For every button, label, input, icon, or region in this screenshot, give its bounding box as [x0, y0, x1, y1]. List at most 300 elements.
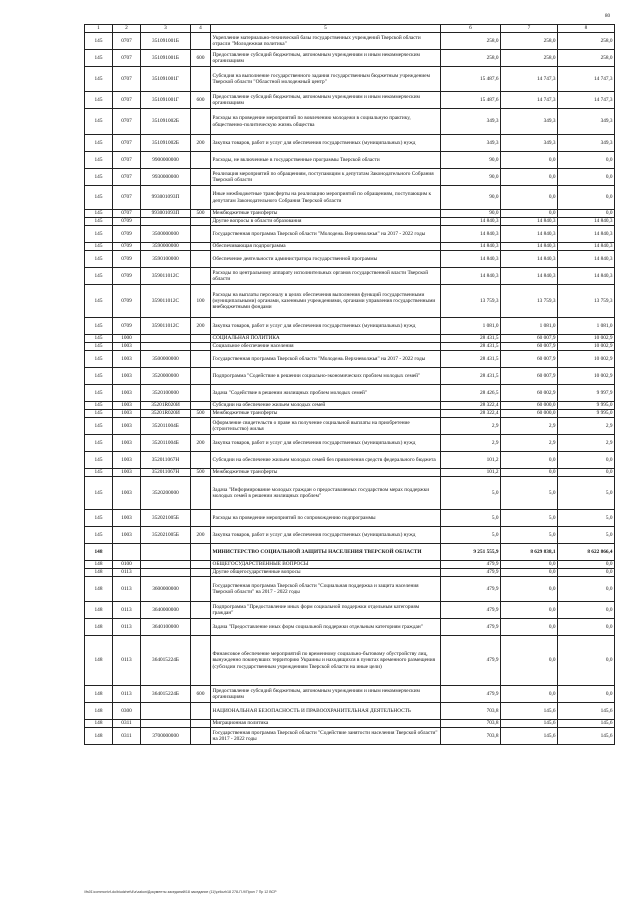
amount-year-1-cell: 258,0 [441, 50, 501, 67]
amount-year-3-cell: 0,0 [558, 619, 615, 636]
item-name-cell: Государственная программа Тверской области "Социальная поддержка и защита населения Тверской области" на 2017 - 2022 годы [211, 577, 441, 602]
amount-year-3-cell: 0,0 [558, 602, 615, 619]
amount-year-3-cell: 9 997,9 [558, 385, 615, 402]
amount-year-3-cell: 14 840,3 [558, 218, 615, 226]
header-cell: 5 [211, 25, 441, 33]
grbs-code-cell: 148 [85, 686, 113, 703]
grbs-code-cell: 145 [85, 477, 113, 510]
amount-year-3-cell: 258,0 [558, 33, 615, 50]
expense-type-code-cell: 200 [191, 527, 211, 544]
target-article-code-cell: 35201R020И [141, 410, 191, 418]
expense-type-code-cell: 600 [191, 686, 211, 703]
table-row [85, 92, 615, 109]
item-name-cell: Межбюджетные трансферты [211, 210, 441, 218]
section-code-cell: 0709 [113, 268, 141, 285]
target-article-code-cell: 352011067Н [141, 469, 191, 477]
section-code-cell: 0113 [113, 577, 141, 602]
amount-year-1-cell: 479,9 [441, 569, 501, 577]
item-name-cell: Предоставление субсидий бюджетным, автономным учреждениям и иным некоммерческим организациям [211, 92, 441, 109]
grbs-code-cell: 148 [85, 602, 113, 619]
amount-year-1-cell: 5,0 [441, 527, 501, 544]
target-article-code-cell: 3520200000 [141, 477, 191, 510]
header-cell: 7 [501, 25, 558, 33]
amount-year-3-cell: 145,6 [558, 703, 615, 720]
grbs-code-cell: 145 [85, 243, 113, 251]
item-name-cell: Обеспечение деятельности администратора государственной программы [211, 251, 441, 268]
table-row [85, 351, 615, 368]
item-name-cell: Расходы на проведение мероприятий по сопровождению подпрограммы [211, 510, 441, 527]
amount-year-1-cell: 479,9 [441, 577, 501, 602]
grbs-code-cell: 145 [85, 186, 113, 210]
section-code-cell: 0113 [113, 686, 141, 703]
section-code-cell [113, 544, 141, 561]
amount-year-1-cell: 14 840,3 [441, 268, 501, 285]
amount-year-1-cell: 14 840,3 [441, 218, 501, 226]
table-row [85, 67, 615, 92]
amount-year-2-cell: 60 000,0 [501, 402, 558, 410]
amount-year-3-cell: 0,0 [558, 469, 615, 477]
amount-year-2-cell: 60 002,9 [501, 385, 558, 402]
amount-year-2-cell: 0,0 [501, 569, 558, 577]
grbs-code-cell: 145 [85, 210, 113, 218]
section-code-cell: 1003 [113, 368, 141, 385]
amount-year-2-cell: 0,0 [501, 186, 558, 210]
target-article-code-cell [141, 335, 191, 343]
section-code-cell: 0300 [113, 703, 141, 720]
section-code-cell: 0113 [113, 636, 141, 686]
section-code-cell: 1003 [113, 452, 141, 469]
amount-year-1-cell: 1 081,0 [441, 318, 501, 335]
amount-year-1-cell: 479,9 [441, 602, 501, 619]
item-name-cell: Межбюджетные трансферты [211, 469, 441, 477]
amount-year-1-cell: 90,0 [441, 169, 501, 186]
amount-year-2-cell: 0,0 [501, 636, 558, 686]
amount-year-1-cell: 703,8 [441, 728, 501, 745]
amount-year-1-cell: 479,9 [441, 561, 501, 569]
expense-type-code-cell [191, 510, 211, 527]
expense-type-code-cell [191, 343, 211, 351]
amount-year-1-cell: 479,9 [441, 619, 501, 636]
expense-type-code-cell [191, 226, 211, 243]
section-code-cell: 1000 [113, 335, 141, 343]
section-code-cell: 0707 [113, 169, 141, 186]
target-article-code-cell: 3590000000 [141, 243, 191, 251]
header-cell: 3 [141, 25, 191, 33]
table-row [85, 335, 615, 343]
section-code-cell: 0709 [113, 285, 141, 318]
section-code-cell: 1003 [113, 385, 141, 402]
amount-year-3-cell: 10 002,9 [558, 343, 615, 351]
table-row [85, 544, 615, 561]
expense-type-code-cell [191, 152, 211, 169]
expense-type-code-cell: 500 [191, 210, 211, 218]
target-article-code-cell [141, 703, 191, 720]
amount-year-2-cell: 8 629 838,1 [501, 544, 558, 561]
amount-year-3-cell: 14 840,3 [558, 243, 615, 251]
item-name-cell: Другие вопросы в области образования [211, 218, 441, 226]
section-code-cell: 0311 [113, 720, 141, 728]
item-name-cell: Государственная программа Тверской области "Молодежь Верхневолжья" на 2017 - 2022 годы [211, 226, 441, 243]
table-row [85, 452, 615, 469]
table-row [85, 418, 615, 435]
expense-type-code-cell: 500 [191, 469, 211, 477]
target-article-code-cell: 351091001Б [141, 50, 191, 67]
target-article-code-cell: 3640100000 [141, 619, 191, 636]
expense-type-code-cell [191, 368, 211, 385]
section-code-cell: 0311 [113, 728, 141, 745]
header-cell: 4 [191, 25, 211, 33]
amount-year-1-cell: 101,2 [441, 452, 501, 469]
amount-year-2-cell: 5,0 [501, 477, 558, 510]
amount-year-2-cell: 0,0 [501, 469, 558, 477]
grbs-code-cell: 145 [85, 318, 113, 335]
expense-type-code-cell [191, 251, 211, 268]
amount-year-2-cell: 14 747,3 [501, 67, 558, 92]
grbs-code-cell: 148 [85, 561, 113, 569]
amount-year-2-cell: 5,0 [501, 510, 558, 527]
table-row [85, 135, 615, 152]
expense-type-code-cell [191, 703, 211, 720]
expense-type-code-cell [191, 109, 211, 135]
amount-year-2-cell: 14 840,3 [501, 268, 558, 285]
target-article-code-cell: 351091001Г [141, 92, 191, 109]
table-row [85, 728, 615, 745]
amount-year-3-cell: 0,0 [558, 186, 615, 210]
amount-year-3-cell: 0,0 [558, 210, 615, 218]
section-code-cell: 1003 [113, 469, 141, 477]
grbs-code-cell: 145 [85, 343, 113, 351]
item-name-cell: Предоставление субсидий бюджетным, автономным учреждениям и иным некоммерческим организациям [211, 50, 441, 67]
section-code-cell: 0707 [113, 67, 141, 92]
target-article-code-cell: 352011067Н [141, 452, 191, 469]
target-article-code-cell: 351091001Б [141, 33, 191, 50]
section-code-cell: 0707 [113, 135, 141, 152]
amount-year-1-cell: 14 840,3 [441, 243, 501, 251]
item-name-cell: Субсидии на обеспечение жильем молодых семей без привлечения средств федерального бюджета [211, 452, 441, 469]
expense-type-code-cell: 600 [191, 92, 211, 109]
column-number-row [85, 25, 615, 33]
grbs-code-cell: 145 [85, 33, 113, 50]
amount-year-3-cell: 14 840,3 [558, 226, 615, 243]
target-article-code-cell [141, 561, 191, 569]
amount-year-3-cell: 5,0 [558, 527, 615, 544]
table-row [85, 619, 615, 636]
grbs-code-cell: 145 [85, 251, 113, 268]
amount-year-2-cell: 145,6 [501, 720, 558, 728]
table-row [85, 686, 615, 703]
target-article-code-cell: 359011012С [141, 268, 191, 285]
amount-year-1-cell: 28 431,5 [441, 343, 501, 351]
expense-type-code-cell [191, 544, 211, 561]
table-row [85, 477, 615, 510]
header-cell: 6 [441, 25, 501, 33]
section-code-cell: 1003 [113, 510, 141, 527]
grbs-code-cell: 145 [85, 50, 113, 67]
file-path-footer: \\fs01\common\rf-do\biudzhet\4\z\zakon\Документы заседаний\18 заседание (11)\prilozh18 278-П-9\Прил 7 Пр 12 ВСР [84, 890, 277, 894]
amount-year-1-cell: 2,9 [441, 418, 501, 435]
expense-type-code-cell [191, 402, 211, 410]
expense-type-code-cell: 500 [191, 410, 211, 418]
grbs-code-cell: 148 [85, 636, 113, 686]
grbs-code-cell: 145 [85, 510, 113, 527]
grbs-code-cell: 145 [85, 435, 113, 452]
table-row [85, 251, 615, 268]
expense-type-code-cell [191, 569, 211, 577]
amount-year-3-cell: 14 840,3 [558, 251, 615, 268]
amount-year-3-cell: 8 622 866,4 [558, 544, 615, 561]
expense-type-code-cell: 200 [191, 135, 211, 152]
amount-year-3-cell: 10 002,9 [558, 351, 615, 368]
section-code-cell: 1003 [113, 435, 141, 452]
amount-year-2-cell: 1 081,0 [501, 318, 558, 335]
section-code-cell: 0709 [113, 251, 141, 268]
grbs-code-cell: 145 [85, 135, 113, 152]
target-article-code-cell: 9930000000 [141, 169, 191, 186]
amount-year-2-cell: 60 007,9 [501, 351, 558, 368]
expense-type-code-cell: 200 [191, 435, 211, 452]
expense-type-code-cell: 100 [191, 285, 211, 318]
amount-year-2-cell: 0,0 [501, 152, 558, 169]
table-row [85, 285, 615, 318]
target-article-code-cell: 9900000000 [141, 152, 191, 169]
amount-year-1-cell: 28 431,5 [441, 351, 501, 368]
grbs-code-cell: 145 [85, 67, 113, 92]
grbs-code-cell: 145 [85, 152, 113, 169]
target-article-code-cell: 993001093П [141, 186, 191, 210]
item-name-cell: ОБЩЕГОСУДАРСТВЕННЫЕ ВОПРОСЫ [211, 561, 441, 569]
section-code-cell: 0707 [113, 210, 141, 218]
table-row [85, 410, 615, 418]
item-name-cell: Закупка товаров, работ и услуг для обеспечения государственных (муниципальных) нужд [211, 527, 441, 544]
amount-year-3-cell: 2,9 [558, 418, 615, 435]
expense-type-code-cell [191, 477, 211, 510]
amount-year-1-cell: 14 840,3 [441, 251, 501, 268]
amount-year-1-cell: 479,9 [441, 636, 501, 686]
grbs-code-cell: 145 [85, 335, 113, 343]
expense-type-code-cell [191, 561, 211, 569]
section-code-cell: 0707 [113, 186, 141, 210]
grbs-code-cell: 145 [85, 351, 113, 368]
amount-year-2-cell: 2,9 [501, 418, 558, 435]
section-code-cell: 1003 [113, 477, 141, 510]
item-name-cell: Финансовое обеспечение мероприятий по временному социально-бытовому обустройству лиц, вынужденно покинувших территорию Украины и находящихся в пунктах временного размещения (субсидии государственным учреждениям Тверской области на иные цели) [211, 636, 441, 686]
table-row [85, 186, 615, 210]
amount-year-2-cell: 145,6 [501, 703, 558, 720]
amount-year-1-cell: 703,8 [441, 703, 501, 720]
expense-type-code-cell [191, 385, 211, 402]
header-cell: 1 [85, 25, 113, 33]
target-article-code-cell: 364015224Б [141, 686, 191, 703]
table-row [85, 33, 615, 50]
grbs-code-cell: 145 [85, 527, 113, 544]
amount-year-2-cell: 0,0 [501, 169, 558, 186]
amount-year-2-cell: 14 840,3 [501, 226, 558, 243]
expense-type-code-cell [191, 720, 211, 728]
grbs-code-cell: 148 [85, 577, 113, 602]
section-code-cell: 0113 [113, 569, 141, 577]
target-article-code-cell: 364015224Б [141, 636, 191, 686]
amount-year-2-cell: 13 759,3 [501, 285, 558, 318]
section-code-cell: 1003 [113, 343, 141, 351]
item-name-cell: Задача "Содействие в решении жилищных проблем молодых семей" [211, 385, 441, 402]
amount-year-3-cell: 145,6 [558, 720, 615, 728]
target-article-code-cell: 352021005Б [141, 510, 191, 527]
section-code-cell: 1003 [113, 402, 141, 410]
expense-type-code-cell [191, 728, 211, 745]
amount-year-3-cell: 5,0 [558, 510, 615, 527]
header-cell: 2 [113, 25, 141, 33]
grbs-code-cell: 145 [85, 385, 113, 402]
item-name-cell: Задача "Информирование молодых граждан о предоставляемых государством мерах поддержки молодых семей в решении жилищных проблем" [211, 477, 441, 510]
grbs-code-cell: 148 [85, 703, 113, 720]
amount-year-2-cell: 0,0 [501, 210, 558, 218]
table-row [85, 368, 615, 385]
amount-year-1-cell: 28 322,4 [441, 410, 501, 418]
amount-year-1-cell: 90,0 [441, 186, 501, 210]
item-name-cell: Миграционная политика [211, 720, 441, 728]
grbs-code-cell: 145 [85, 109, 113, 135]
amount-year-3-cell: 14 747,3 [558, 67, 615, 92]
table-row [85, 703, 615, 720]
table-row [85, 561, 615, 569]
expense-type-code-cell [191, 577, 211, 602]
amount-year-1-cell: 15 487,6 [441, 92, 501, 109]
amount-year-3-cell: 349,3 [558, 109, 615, 135]
amount-year-2-cell: 0,0 [501, 686, 558, 703]
amount-year-2-cell: 60 007,9 [501, 343, 558, 351]
expense-type-code-cell [191, 268, 211, 285]
table-row [85, 318, 615, 335]
table-row [85, 169, 615, 186]
table-row [85, 243, 615, 251]
table-row [85, 402, 615, 410]
item-name-cell: Государственная программа Тверской области "Молодежь Верхневолжья" на 2017 - 2022 годы [211, 351, 441, 368]
target-article-code-cell: 352011004Б [141, 435, 191, 452]
expense-type-code-cell [191, 335, 211, 343]
amount-year-3-cell: 2,9 [558, 435, 615, 452]
grbs-code-cell: 145 [85, 268, 113, 285]
table-row [85, 210, 615, 218]
amount-year-3-cell: 5,0 [558, 477, 615, 510]
target-article-code-cell: 351091001Г [141, 67, 191, 92]
amount-year-3-cell: 0,0 [558, 569, 615, 577]
grbs-code-cell: 145 [85, 285, 113, 318]
amount-year-1-cell: 2,9 [441, 435, 501, 452]
amount-year-2-cell: 2,9 [501, 435, 558, 452]
amount-year-2-cell: 0,0 [501, 577, 558, 602]
grbs-code-cell: 145 [85, 452, 113, 469]
item-name-cell: Предоставление субсидий бюджетным, автономным учреждениям и иным некоммерческим организациям [211, 686, 441, 703]
amount-year-2-cell: 145,6 [501, 728, 558, 745]
item-name-cell: Межбюджетные трансферты [211, 410, 441, 418]
amount-year-2-cell: 60 007,9 [501, 368, 558, 385]
grbs-code-cell: 145 [85, 402, 113, 410]
grbs-code-cell: 145 [85, 226, 113, 243]
item-name-cell: Субсидия на выполнение государственного задания государственным бюджетным учреждением Тверской области "Областной молодежный центр" [211, 67, 441, 92]
amount-year-3-cell: 0,0 [558, 561, 615, 569]
table-row [85, 720, 615, 728]
section-code-cell: 0113 [113, 602, 141, 619]
amount-year-3-cell: 13 759,3 [558, 285, 615, 318]
amount-year-3-cell: 14 747,3 [558, 92, 615, 109]
target-article-code-cell: 352011004Б [141, 418, 191, 435]
table-row [85, 226, 615, 243]
amount-year-3-cell: 349,3 [558, 135, 615, 152]
table-row [85, 527, 615, 544]
grbs-code-cell: 145 [85, 368, 113, 385]
amount-year-1-cell: 90,0 [441, 152, 501, 169]
amount-year-1-cell: 101,2 [441, 469, 501, 477]
amount-year-2-cell: 258,0 [501, 33, 558, 50]
item-name-cell: Закупка товаров, работ и услуг для обеспечения государственных (муниципальных) нужд [211, 435, 441, 452]
item-name-cell: Расходы, не включенные в государственные программы Тверской области [211, 152, 441, 169]
grbs-code-cell: 145 [85, 410, 113, 418]
budget-table [84, 24, 615, 745]
item-name-cell: Подпрограмма "Содействие в решении социально-экономических проблем молодых семей" [211, 368, 441, 385]
amount-year-3-cell: 0,0 [558, 636, 615, 686]
amount-year-2-cell: 0,0 [501, 602, 558, 619]
table-row [85, 577, 615, 602]
item-name-cell: Оформление свидетельств о праве на получение социальной выплаты на приобретение (строительство) жилья [211, 418, 441, 435]
expense-type-code-cell: 200 [191, 318, 211, 335]
table-row [85, 602, 615, 619]
target-article-code-cell: 351091002Б [141, 135, 191, 152]
section-code-cell: 0707 [113, 33, 141, 50]
target-article-code-cell: 3590100000 [141, 251, 191, 268]
table-row [85, 218, 615, 226]
section-code-cell: 0707 [113, 92, 141, 109]
expense-type-code-cell [191, 619, 211, 636]
target-article-code-cell: 359011012С [141, 285, 191, 318]
target-article-code-cell: 359011012С [141, 318, 191, 335]
target-article-code-cell: 3500000000 [141, 226, 191, 243]
amount-year-2-cell: 258,0 [501, 50, 558, 67]
target-article-code-cell: 352021005Б [141, 527, 191, 544]
target-article-code-cell [141, 218, 191, 226]
item-name-cell: Задача "Предоставление иных форм социальной поддержки отдельным категориям граждан" [211, 619, 441, 636]
section-code-cell: 0709 [113, 243, 141, 251]
item-name-cell: Государственная программа Тверской области "Содействие занятости населения Тверской области" на 2017 - 2022 годы [211, 728, 441, 745]
amount-year-1-cell: 13 759,3 [441, 285, 501, 318]
item-name-cell: Укрепление материально-технической базы государственных учреждений Тверской области отрасли "Молодежная политика" [211, 33, 441, 50]
target-article-code-cell [141, 343, 191, 351]
section-code-cell: 0707 [113, 152, 141, 169]
amount-year-2-cell: 0,0 [501, 561, 558, 569]
item-name-cell: Субсидии на обеспечение жильем молодых семей [211, 402, 441, 410]
item-name-cell: Реализация мероприятий по обращениям, поступающим к депутатам Законодательного Собрания Тверской области [211, 169, 441, 186]
target-article-code-cell: 351091002Б [141, 109, 191, 135]
target-article-code-cell [141, 569, 191, 577]
item-name-cell: Другие общегосударственные вопросы [211, 569, 441, 577]
item-name-cell: МИНИСТЕРСТВО СОЦИАЛЬНОЙ ЗАЩИТЫ НАСЕЛЕНИЯ ТВЕРСКОЙ ОБЛАСТИ [211, 544, 441, 561]
amount-year-3-cell: 145,6 [558, 728, 615, 745]
amount-year-1-cell: 28 322,4 [441, 402, 501, 410]
amount-year-2-cell: 60 000,0 [501, 410, 558, 418]
amount-year-1-cell: 15 487,6 [441, 67, 501, 92]
table-row [85, 343, 615, 351]
grbs-code-cell: 148 [85, 544, 113, 561]
amount-year-1-cell: 258,0 [441, 33, 501, 50]
amount-year-2-cell: 14 840,3 [501, 243, 558, 251]
table-row [85, 385, 615, 402]
page-number: 80 [605, 14, 610, 19]
section-code-cell: 0709 [113, 226, 141, 243]
grbs-code-cell: 148 [85, 720, 113, 728]
expense-type-code-cell [191, 636, 211, 686]
item-name-cell: Подпрограмма "Предоставление иных форм социальной поддержки отдельным категориям граждан" [211, 602, 441, 619]
table-row [85, 109, 615, 135]
target-article-code-cell: 3520000000 [141, 368, 191, 385]
